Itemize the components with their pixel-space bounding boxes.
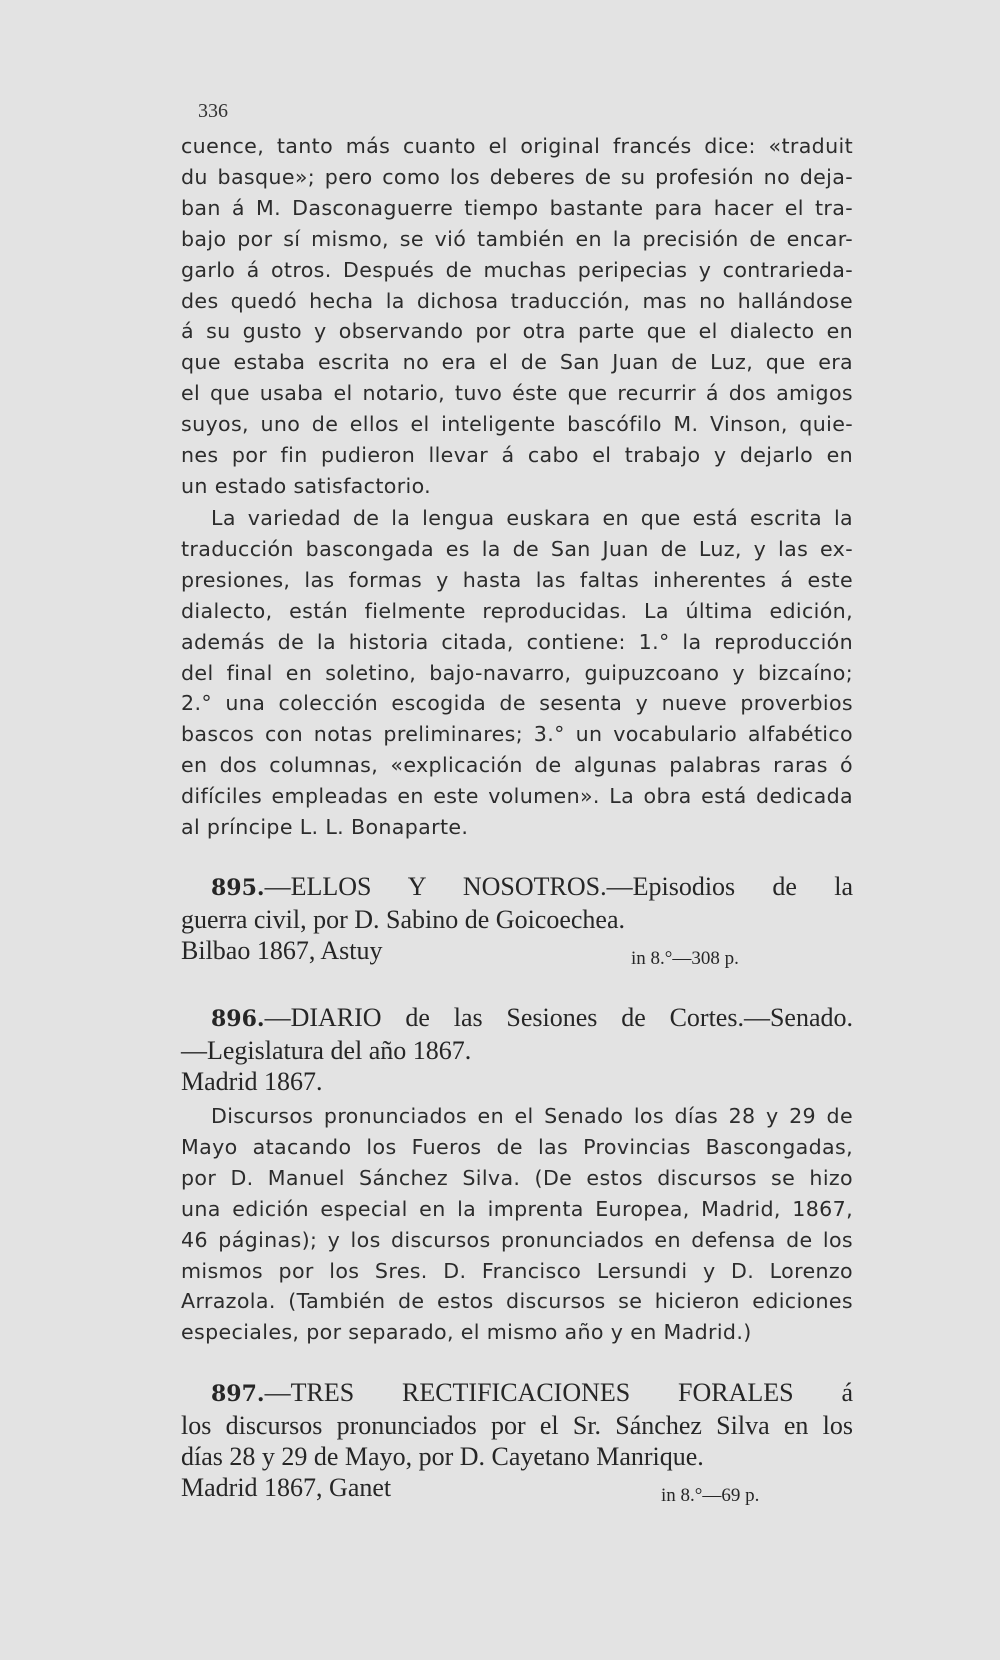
text-line: el que usaba el notario, tuvo éste que recurrir á dos amigos bbox=[181, 381, 853, 406]
text-line: al príncipe L. L. Bonaparte. bbox=[181, 815, 469, 840]
text-line: dialecto, están fielmente reproducidas. La última edición, bbox=[181, 598, 853, 623]
entry-title-line: —Legislatura del año 1867. bbox=[181, 1036, 472, 1065]
text-line: una edición especial en la imprenta Europea, Madrid, 1867, bbox=[181, 1196, 853, 1221]
text-line: suyos, uno de ellos el inteligente bascófilo M. Vinson, quie- bbox=[181, 412, 853, 437]
entry-title-line bbox=[181, 871, 853, 904]
entry-title-line: los discursos pronunciados por el Sr. Sánchez Silva en los bbox=[181, 1411, 853, 1440]
text-line: ban á M. Dasconaguerre tiempo bastante para hacer el tra- bbox=[181, 195, 853, 220]
text-line: Discursos pronunciados en el Senado los días 28 y 29 de bbox=[211, 1104, 853, 1128]
text-line: del final en soletino, bajo-navarro, guipuzcoano y bizcaíno; bbox=[181, 660, 853, 685]
entry-number: 896. bbox=[211, 1006, 265, 1032]
entry-title-line bbox=[181, 1002, 853, 1035]
text-line: traducción bascongada es la de San Juan de Luz, y las ex- bbox=[181, 536, 853, 561]
entry-collation: in 8.°—308 p. bbox=[631, 948, 739, 969]
entry-title-line: guerra civil, por D. Sabino de Goicoechea. bbox=[181, 905, 626, 934]
text-line: bajo por sí mismo, se vió también en la precisión de encar- bbox=[181, 226, 853, 251]
entry-title-line: días 28 y 29 de Mayo, por D. Cayetano Manrique. bbox=[181, 1442, 704, 1471]
entry-title-line bbox=[181, 1377, 853, 1410]
page-number: 336 bbox=[198, 100, 228, 122]
text-line: nes por fin pudieron llevar á cabo el trabajo y dejarlo en bbox=[181, 443, 853, 468]
text-line: por D. Manuel Sánchez Silva. (De estos discursos se hizo bbox=[181, 1165, 853, 1190]
text-line: 2.° una colección escogida de sesenta y nueve proverbios bbox=[181, 691, 853, 716]
text-line: además de la historia citada, contiene: 1.° la reproducción bbox=[181, 629, 853, 654]
catalog-entry-895 bbox=[181, 871, 853, 969]
text-line: 46 páginas); y los discursos pronunciados en defensa de los bbox=[181, 1227, 853, 1252]
entry-imprint: Madrid 1867. bbox=[181, 1067, 323, 1096]
entry-896-note bbox=[181, 1101, 853, 1348]
text-line: difíciles empleadas en este volumen». La obra está dedicada bbox=[181, 784, 853, 809]
entry-imprint: Madrid 1867, Ganet bbox=[181, 1473, 392, 1502]
text-line: en dos columnas, «explicación de algunas palabras raras ó bbox=[181, 753, 853, 778]
entry-title: —TRES RECTIFICACIONES FORALES á bbox=[264, 1378, 853, 1407]
text-line: du basque»; pero como los deberes de su profesión no deja- bbox=[181, 164, 853, 189]
text-line: garlo á otros. Después de muchas peripecias y contrarieda- bbox=[181, 257, 853, 282]
entry-number: 897. bbox=[211, 1381, 265, 1407]
text-line: á su gusto y observando por otra parte que el dialecto en bbox=[181, 319, 853, 344]
catalog-entry-896 bbox=[181, 1002, 853, 1097]
text-line: que estaba escrita no era el de San Juan de Luz, que era bbox=[181, 350, 853, 375]
text-line: Arrazola. (También de estos discursos se hicieron ediciones bbox=[181, 1289, 853, 1314]
text-line: especiales, por separado, el mismo año y en Madrid.) bbox=[181, 1320, 752, 1345]
entry-title: —ELLOS Y NOSOTROS.—Episodios de la bbox=[264, 872, 853, 901]
text-line: mismos por los Sres. D. Francisco Lersundi y D. Lorenzo bbox=[181, 1258, 853, 1283]
catalog-entry-897 bbox=[181, 1377, 853, 1506]
paragraph-1 bbox=[181, 131, 853, 502]
entry-number: 895. bbox=[211, 875, 265, 901]
entry-imprint: Bilbao 1867, Astuy bbox=[181, 936, 383, 965]
text-line: presiones, las formas y hasta las faltas inherentes á este bbox=[181, 567, 853, 592]
entry-imprint-line bbox=[181, 1472, 853, 1506]
paragraph-2 bbox=[181, 503, 853, 843]
text-line: cuence, tanto más cuanto el original francés dice: «traduit bbox=[181, 134, 853, 158]
text-line: La variedad de la lengua euskara en que está escrita la bbox=[211, 506, 853, 530]
entry-title: —DIARIO de las Sesiones de Cortes.—Senado. bbox=[264, 1003, 853, 1032]
entry-imprint-line bbox=[181, 935, 853, 969]
text-line: bascos con notas preliminares; 3.° un vocabulario alfabético bbox=[181, 722, 853, 747]
text-line: Mayo atacando los Fueros de las Provincias Bascongadas, bbox=[181, 1134, 853, 1159]
entry-imprint-line bbox=[181, 1066, 853, 1097]
text-line: des quedó hecha la dichosa traducción, mas no hallándose bbox=[181, 288, 853, 313]
entry-collation: in 8.°—69 p. bbox=[661, 1485, 760, 1506]
text-line: un estado satisfactorio. bbox=[181, 473, 432, 498]
